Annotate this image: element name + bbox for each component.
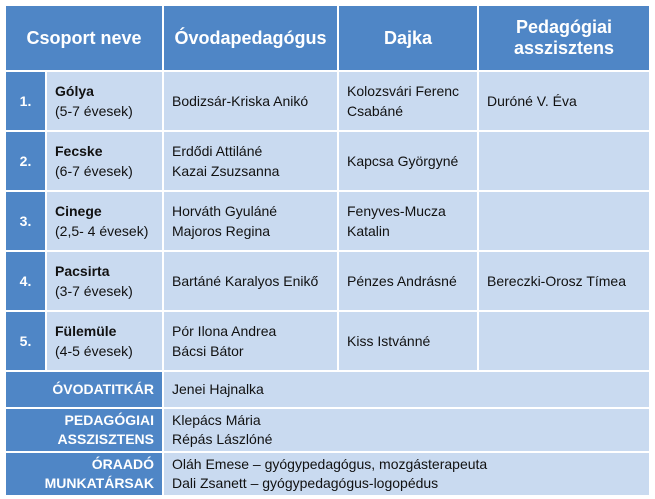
ped-assistants-row bbox=[5, 408, 650, 452]
header-assistant bbox=[478, 5, 650, 71]
ped-assistants-label-line1: PEDAGÓGIAI bbox=[64, 412, 154, 428]
header-assistant-line1: Pedagógiai bbox=[515, 17, 613, 37]
group-number: 3. bbox=[5, 191, 46, 251]
group-number: 2. bbox=[5, 131, 46, 191]
nanny-name-line2: Katalin bbox=[347, 223, 390, 239]
header-nanny: Dajka bbox=[338, 5, 478, 71]
group-name: Fecske bbox=[55, 143, 103, 159]
secretary-value: Jenei Hajnalka bbox=[163, 371, 650, 408]
group-row bbox=[5, 131, 650, 191]
secretary-row bbox=[5, 371, 650, 408]
group-number: 4. bbox=[5, 251, 46, 311]
group-name: Cinege bbox=[55, 203, 102, 219]
teacher-name: Bácsi Bátor bbox=[172, 343, 244, 359]
assistant-cell bbox=[478, 131, 650, 191]
hourly-staff-member: Oláh Emese – gyógypedagógus, mozgásterapeuta bbox=[172, 456, 488, 472]
group-age: (4-5 évesek) bbox=[55, 343, 133, 359]
group-age: (6-7 évesek) bbox=[55, 163, 133, 179]
secretary-label: ÓVODATITKÁR bbox=[5, 371, 163, 408]
ped-assistants-value bbox=[163, 408, 650, 452]
staff-table bbox=[4, 4, 651, 497]
hourly-staff-label-line1: ÓRAADÓ bbox=[91, 456, 154, 472]
group-row bbox=[5, 311, 650, 371]
ped-assistant-name: Répás Lászlóné bbox=[172, 431, 273, 447]
nanny-cell bbox=[338, 131, 478, 191]
hourly-staff-label-line2: MUNKATÁRSAK bbox=[44, 475, 154, 491]
teacher-cell bbox=[163, 311, 338, 371]
teacher-name: Bodizsár-Kriska Anikó bbox=[172, 93, 309, 109]
nanny-name: Kapcsa Györgyné bbox=[347, 153, 459, 169]
nanny-cell bbox=[338, 71, 478, 131]
group-cell bbox=[46, 191, 163, 251]
nanny-name-line1: Kolozsvári Ferenc bbox=[347, 83, 460, 99]
assistant-cell: Duróné V. Éva bbox=[478, 71, 650, 131]
group-age: (2,5- 4 évesek) bbox=[55, 223, 149, 239]
hourly-staff-member: Dali Zsanett – gyógypedagógus-logopédus bbox=[172, 475, 439, 491]
group-number: 5. bbox=[5, 311, 46, 371]
group-cell bbox=[46, 311, 163, 371]
teacher-cell bbox=[163, 71, 338, 131]
nanny-name: Kiss Istvánné bbox=[347, 333, 431, 349]
group-name: Gólya bbox=[55, 83, 94, 99]
teacher-cell bbox=[163, 131, 338, 191]
nanny-cell bbox=[338, 191, 478, 251]
group-row bbox=[5, 71, 650, 131]
group-cell bbox=[46, 131, 163, 191]
assistant-cell bbox=[478, 191, 650, 251]
teacher-name: Erdődi Attiláné bbox=[172, 143, 263, 159]
nanny-cell bbox=[338, 311, 478, 371]
header-row bbox=[5, 5, 650, 71]
ped-assistant-name: Klepács Mária bbox=[172, 412, 261, 428]
hourly-staff-row bbox=[5, 452, 650, 496]
teacher-name: Bartáné Karalyos Enikő bbox=[172, 273, 319, 289]
hourly-staff-value bbox=[163, 452, 650, 496]
group-age: (5-7 évesek) bbox=[55, 103, 133, 119]
header-teacher: Óvodapedagógus bbox=[163, 5, 338, 71]
teacher-name: Kazai Zsuzsanna bbox=[172, 163, 280, 179]
header-group-name: Csoport neve bbox=[5, 5, 163, 71]
teacher-cell bbox=[163, 251, 338, 311]
hourly-staff-label bbox=[5, 452, 163, 496]
group-cell bbox=[46, 251, 163, 311]
teacher-name: Majoros Regina bbox=[172, 223, 271, 239]
nanny-name-line1: Fenyves-Mucza bbox=[347, 203, 446, 219]
group-name: Pacsirta bbox=[55, 263, 110, 279]
nanny-cell bbox=[338, 251, 478, 311]
group-cell bbox=[46, 71, 163, 131]
teacher-name: Horváth Gyuláné bbox=[172, 203, 278, 219]
ped-assistants-label bbox=[5, 408, 163, 452]
teacher-name: Pór Ilona Andrea bbox=[172, 323, 277, 339]
group-row bbox=[5, 251, 650, 311]
nanny-name: Pénzes Andrásné bbox=[347, 273, 457, 289]
group-number: 1. bbox=[5, 71, 46, 131]
assistant-cell: Bereczki-Orosz Tímea bbox=[478, 251, 650, 311]
assistant-cell bbox=[478, 311, 650, 371]
header-assistant-line2: asszisztens bbox=[513, 38, 615, 58]
nanny-name-line2: Csabáné bbox=[347, 103, 404, 119]
teacher-cell bbox=[163, 191, 338, 251]
ped-assistants-label-line2: ASSZISZTENS bbox=[57, 431, 154, 447]
group-row bbox=[5, 191, 650, 251]
group-name: Fülemüle bbox=[55, 323, 117, 339]
group-age: (3-7 évesek) bbox=[55, 283, 133, 299]
